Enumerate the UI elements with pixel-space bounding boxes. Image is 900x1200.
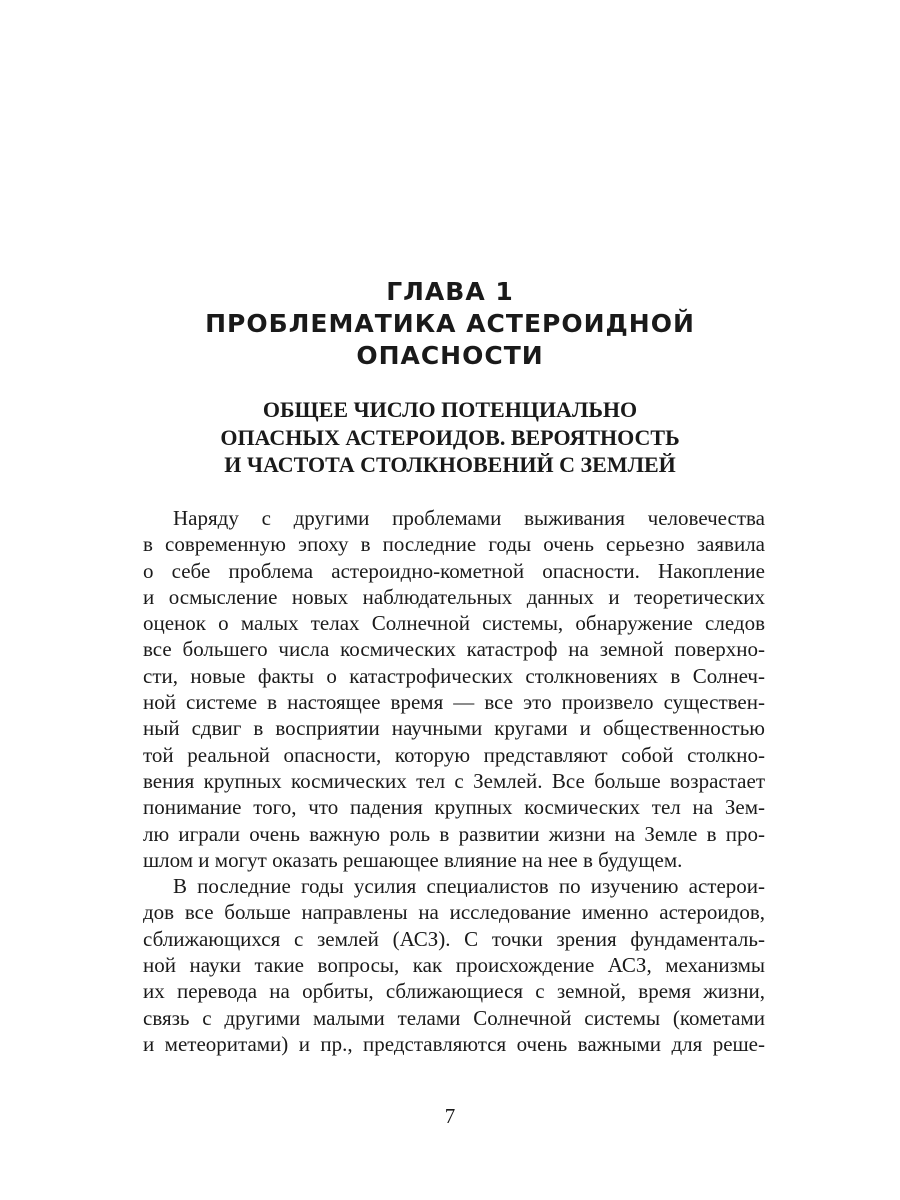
text-line: дов все больше направлены на исследование именно астероидов, [143,900,765,925]
chapter-number: ГЛАВА 1 [386,277,514,306]
text-line: в современную эпоху в последние годы очень серьезно заявила [143,532,765,557]
text-line: о себе проблема астероидно-кометной опасности. Накопление [143,558,765,583]
text-line: связь с другими малыми телами Солнечной системы (кометами [143,1005,765,1030]
text-line: и осмысление новых наблюдательных данных и теоретических [143,584,765,609]
section-title-line: ОБЩЕЕ ЧИСЛО ПОТЕНЦИАЛЬНО [262,397,638,422]
text-line: В последние годы усилия специалистов по изучению астерои- [173,874,765,899]
chapter-title-line: ОПАСНОСТИ [356,341,544,370]
page-number: 7 [444,1104,456,1128]
chapter-title-line: ПРОБЛЕМАТИКА АСТЕРОИДНОЙ [205,309,695,338]
text-line: сти, новые факты о катастрофических столкновениях в Солнеч- [143,663,765,688]
text-line: все большего числа космических катастроф на земной поверхно- [143,637,765,662]
text-line: сближающихся с землей (АСЗ). С точки зрения фундаменталь- [143,926,765,951]
section-title-line: ОПАСНЫХ АСТЕРОИДОВ. ВЕРОЯТНОСТЬ [220,424,680,450]
text-line: их перевода на орбиты, сближающиеся с земной, время жизни, [143,979,765,1004]
section-title-line: И ЧАСТОТА СТОЛКНОВЕНИЙ С ЗЕМЛЕЙ [224,452,676,477]
text-line: шлом и могут оказать решающее влияние на нее в будущем. [143,847,683,872]
text-line: оценок о малых телах Солнечной системы, обнаружение следов [143,611,765,636]
text-line: вения крупных космических тел с Землей. Все больше возрастает [143,768,765,793]
text-line: ный сдвиг в восприятии научными кругами и общественностью [143,716,765,741]
body-text [143,505,765,1057]
text-line: ной системе в настоящее время — все это произвело существен- [143,690,765,715]
text-line: понимание того, что падения крупных космических тел на Зем- [143,795,765,820]
text-line: лю играли очень важную роль в развитии жизни на Земле в про- [143,821,765,846]
text-line: той реальной опасности, которую представляют собой столкно- [143,742,765,767]
paragraph [143,873,765,1057]
section-heading [0,396,900,479]
chapter-heading [0,276,900,372]
text-line: Наряду с другими проблемами выживания человечества [173,506,765,530]
text-line: и метеоритами) и пр., представляются очень важными для реше- [143,1031,765,1056]
text-line: ной науки такие вопросы, как происхождение АСЗ, механизмы [143,953,765,978]
paragraph [143,505,765,873]
